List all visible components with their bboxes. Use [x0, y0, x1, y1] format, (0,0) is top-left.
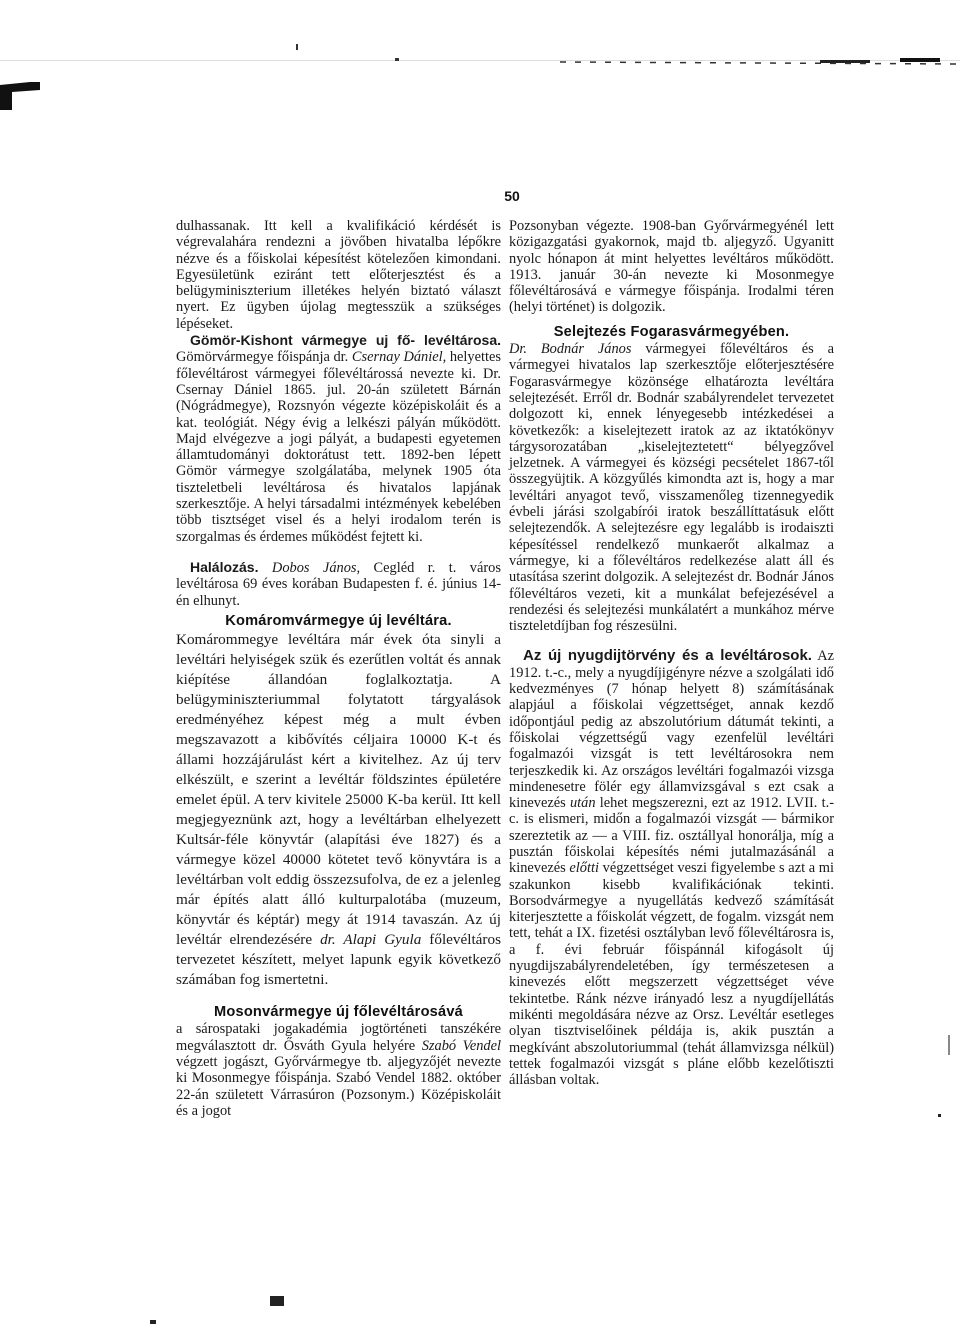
- scan-speck: [270, 1296, 284, 1306]
- scan-speck: [948, 1035, 950, 1055]
- article-halalozas: Halálozás. Dobos János, Cegléd r. t. város levéltárosa 69 éves korában Budapesten f. é. június 14-én elhunyt.: [176, 558, 501, 609]
- article-moson-continued: Pozsonyban végezte. 1908-ban Győrvármegyénél lett közigazgatási gyakornok, majd tb. aljegyző. Ugyanitt nyolc hónapon át mint helyettes levéltáros működött. 1913. január 30-án nevezte ki Mosonmegye főlevéltárosává e vármegye főispánja. Irodalmi téren (helyi történet) is dolgozik.: [509, 218, 834, 316]
- scan-speck: [938, 1114, 941, 1117]
- scan-margin-artifacts: [0, 0, 960, 110]
- article-komarom-body: Komárommegye levéltára már évek óta sinyli a levéltári helyiségek szük és ezerűtlen voltát és annak kiépítése állandóan foglalkoztatja. A belügyminiszteriummal folytatott tárgyalások eredményéhez képest még a mult évben megszavazott a kibővítés céljaira 10000 K-t és állami hozzájárulást kért a kivitelhez. Az új terv elkészült, e szerint a levéltár földszintes épületére emelet épül. A terv kivitele 25000 K-ba kerül. Itt kell megjegyeznünk azt, hogy a levéltárban elhelyezett Kultsár-féle könyvtár (alapítási éve 1827) és a vármegye közel 40000 kötetet tevő könyvtára is a levéltárban volt eddig összezsufolva, de ez a jelenleg már építés alatt álló kulturpalotába (muzeum, könyvtár és képtár) megy át 1914 tavaszán. Az új levéltár elrendezésére dr. Alapi Gyula főlevéltáros tervezetet készített, melyet lapunk egyik következő számában fog ismertetni.: [176, 631, 501, 989]
- article-gomor-heading: Gömör-Kishont vármegye uj fő- levéltárosa.: [190, 332, 501, 349]
- page-number: 50: [504, 188, 520, 204]
- article-nyugdij-heading: Az új nyugdijtörvény és a levéltárosok.: [523, 647, 812, 665]
- article-gomor: Gömör-Kishont vármegye uj fő- levéltárosa. Gömörvármegye főispánja dr. Csernay Dániel, helyettes főlevéltárost vármegyei főlevéltárossá nevezte ki. Dr. Csernay Dániel 1865. jul. 20-án született Bárnán (Nógrádmegye), Rozsnyón végezte középiskoláit és a kat. teológiát. Négy évig a lelkészi pályán működött. Majd elvégezve a jogi pályát, a budapesti egyetemen államtudományi doktorátust tett. 1892-ben lépett Gömör vármegye szolgálatába, melynek 1905 óta tiszteletbeli levéltárosa és hivatalos lapjának szerkesztője. A helyi társadalmi intézmények kebelében több tisztséget visel és a helyi irodalom terén is szorgalmas és érdemes működést fejtett ki.: [176, 332, 501, 545]
- article-nyugdij: Az új nyugdijtörvény és a levéltárosok. Az 1912. t.-c., mely a nyugdíjigényre nézve a szolgálati idő kedvezményes (7 hónap helyett 8) számításának alapjául a főiskolai végzettséget, annak kezdő időpontjául pedig az abszolutórium dátumát tekinti, a főiskolai végzettségű vagy ezenfelül levéltári fogalmazói vizsgát is tett levéltárosokra nem terjeszkedik ki. Az országos levéltári fogalmazói vizsga mindenesetre fölér egy államvizsgával s ezt csak a kinevezés után lehet megszerezni, ezt az 1912. LVII. t.-c. is elismeri, midőn a fogalmazói vizsgát — bármikor szereztetik az — a VIII. fiz. osztállyal honorálja, míg a pusztán főiskolai képesítés némi jutalmazásánál a kinevezés előtti végzettséget veszi figyelembe s azt a mi szakunkon kisebb kvalifikációnak tekinti. Borsodvármegye a nyugellátás kedvező számítását kiterjesztette a főiskolát végzett, de fogalm. vizsgát nem tett, tehát a IX. fizetési osztályban levő főlevéltárosra is, a f. évi február főispánnál kifogásolt új nyugdijszabályrendeletében, így természetesen a kinevezés előtt megszerzett végzettséget véve tekintetbe. Ránk nézve irányadó lesz a nyugdíjellátás mikénti megoldására nézve az Orsz. Levéltár esetleges olyan tisztviselőinek példája is, akik pusztán a megkívánt abszolutoriummal (tehát államvizsga nélkül) tettek fogalmazói vizsgát s pláne előbb kezelőtiszti állásban voltak.: [509, 647, 834, 1089]
- article-fogaras-body: Dr. Bodnár János vármegyei főlevéltáros és a vármegyei hivatalos lap szerkesztője előterjesztésére Fogarasvármegye közönsége elhatározta levéltára selejtezését. Erről dr. Bodnár szabályrendelet tervezetet dolgozott ki, ennek lényegesebb intézkedései a következők: a kiselejtezett iratok az az iktatókönyv tárgysorozatában „kiselejteztetett“ bélyegzővel jelzetnek. A vármegyei és községi pecsételet 1867-től összegyüjtik. A közgyűlés kimondta azt is, hogy a mar levéltári anyagot tevő, visszamenőleg tizennegyedik évbeli járási szolgabírói iratok beszállíttatásuk előtt selejtezendők. A selejtezésre egy legalább is irodaiszti képesítéssel rendelkező munkaerőt alkalmaz a vármegye, ki a főlevéltáros redelkezése alatt áll és utasítása szerint dolgozik. A selejtezést dr. Bodnár János főlevéltáros vezeti, kit a munkálat befejezésével a rendezési és selejtezési munkálatért a munkához mérve tiszteletdíjban fog részesülni.: [509, 341, 834, 635]
- article-fogaras-heading: Selejtezés Fogarasvármegyében.: [553, 323, 790, 340]
- article-komarom-heading: Komáromvármegye új levéltára.: [225, 612, 452, 629]
- article-moson-heading: Mosonvármegye új főlevéltárosává: [214, 1004, 463, 1021]
- intro-paragraph: dulhassanak. Itt kell a kvalifikáció kérdését is végrevalahára rendezni a jövőben hivatalba lépőkre nézve és a főiskolai képesítést kötelezően kimondani. Egyesületünk eziránt tett előterjesztést és a belügyminiszterium illetékes helyén biztató választ nyert. Ez ügyben újolag megtesszük a szükséges lépéseket.: [176, 218, 501, 332]
- left-column: [176, 218, 501, 1119]
- article-moson-body: a sárospataki jogakadémia jogtörténeti tanszékére megválasztott dr. Ősváth Gyula helyére Szabó Vendel végzett jogászt, Győrvármegye tb. aljegyzőjét nevezte ki Mosonmegye főispánja. Szabó Vendel 1882. október 22-án született Várrasúron (Pozsonym.) Középiskoláit és a jogot: [176, 1021, 502, 1119]
- scan-speck: [150, 1320, 156, 1324]
- article-halalozas-heading: Halálozás.: [190, 558, 259, 575]
- right-column: [509, 218, 834, 1088]
